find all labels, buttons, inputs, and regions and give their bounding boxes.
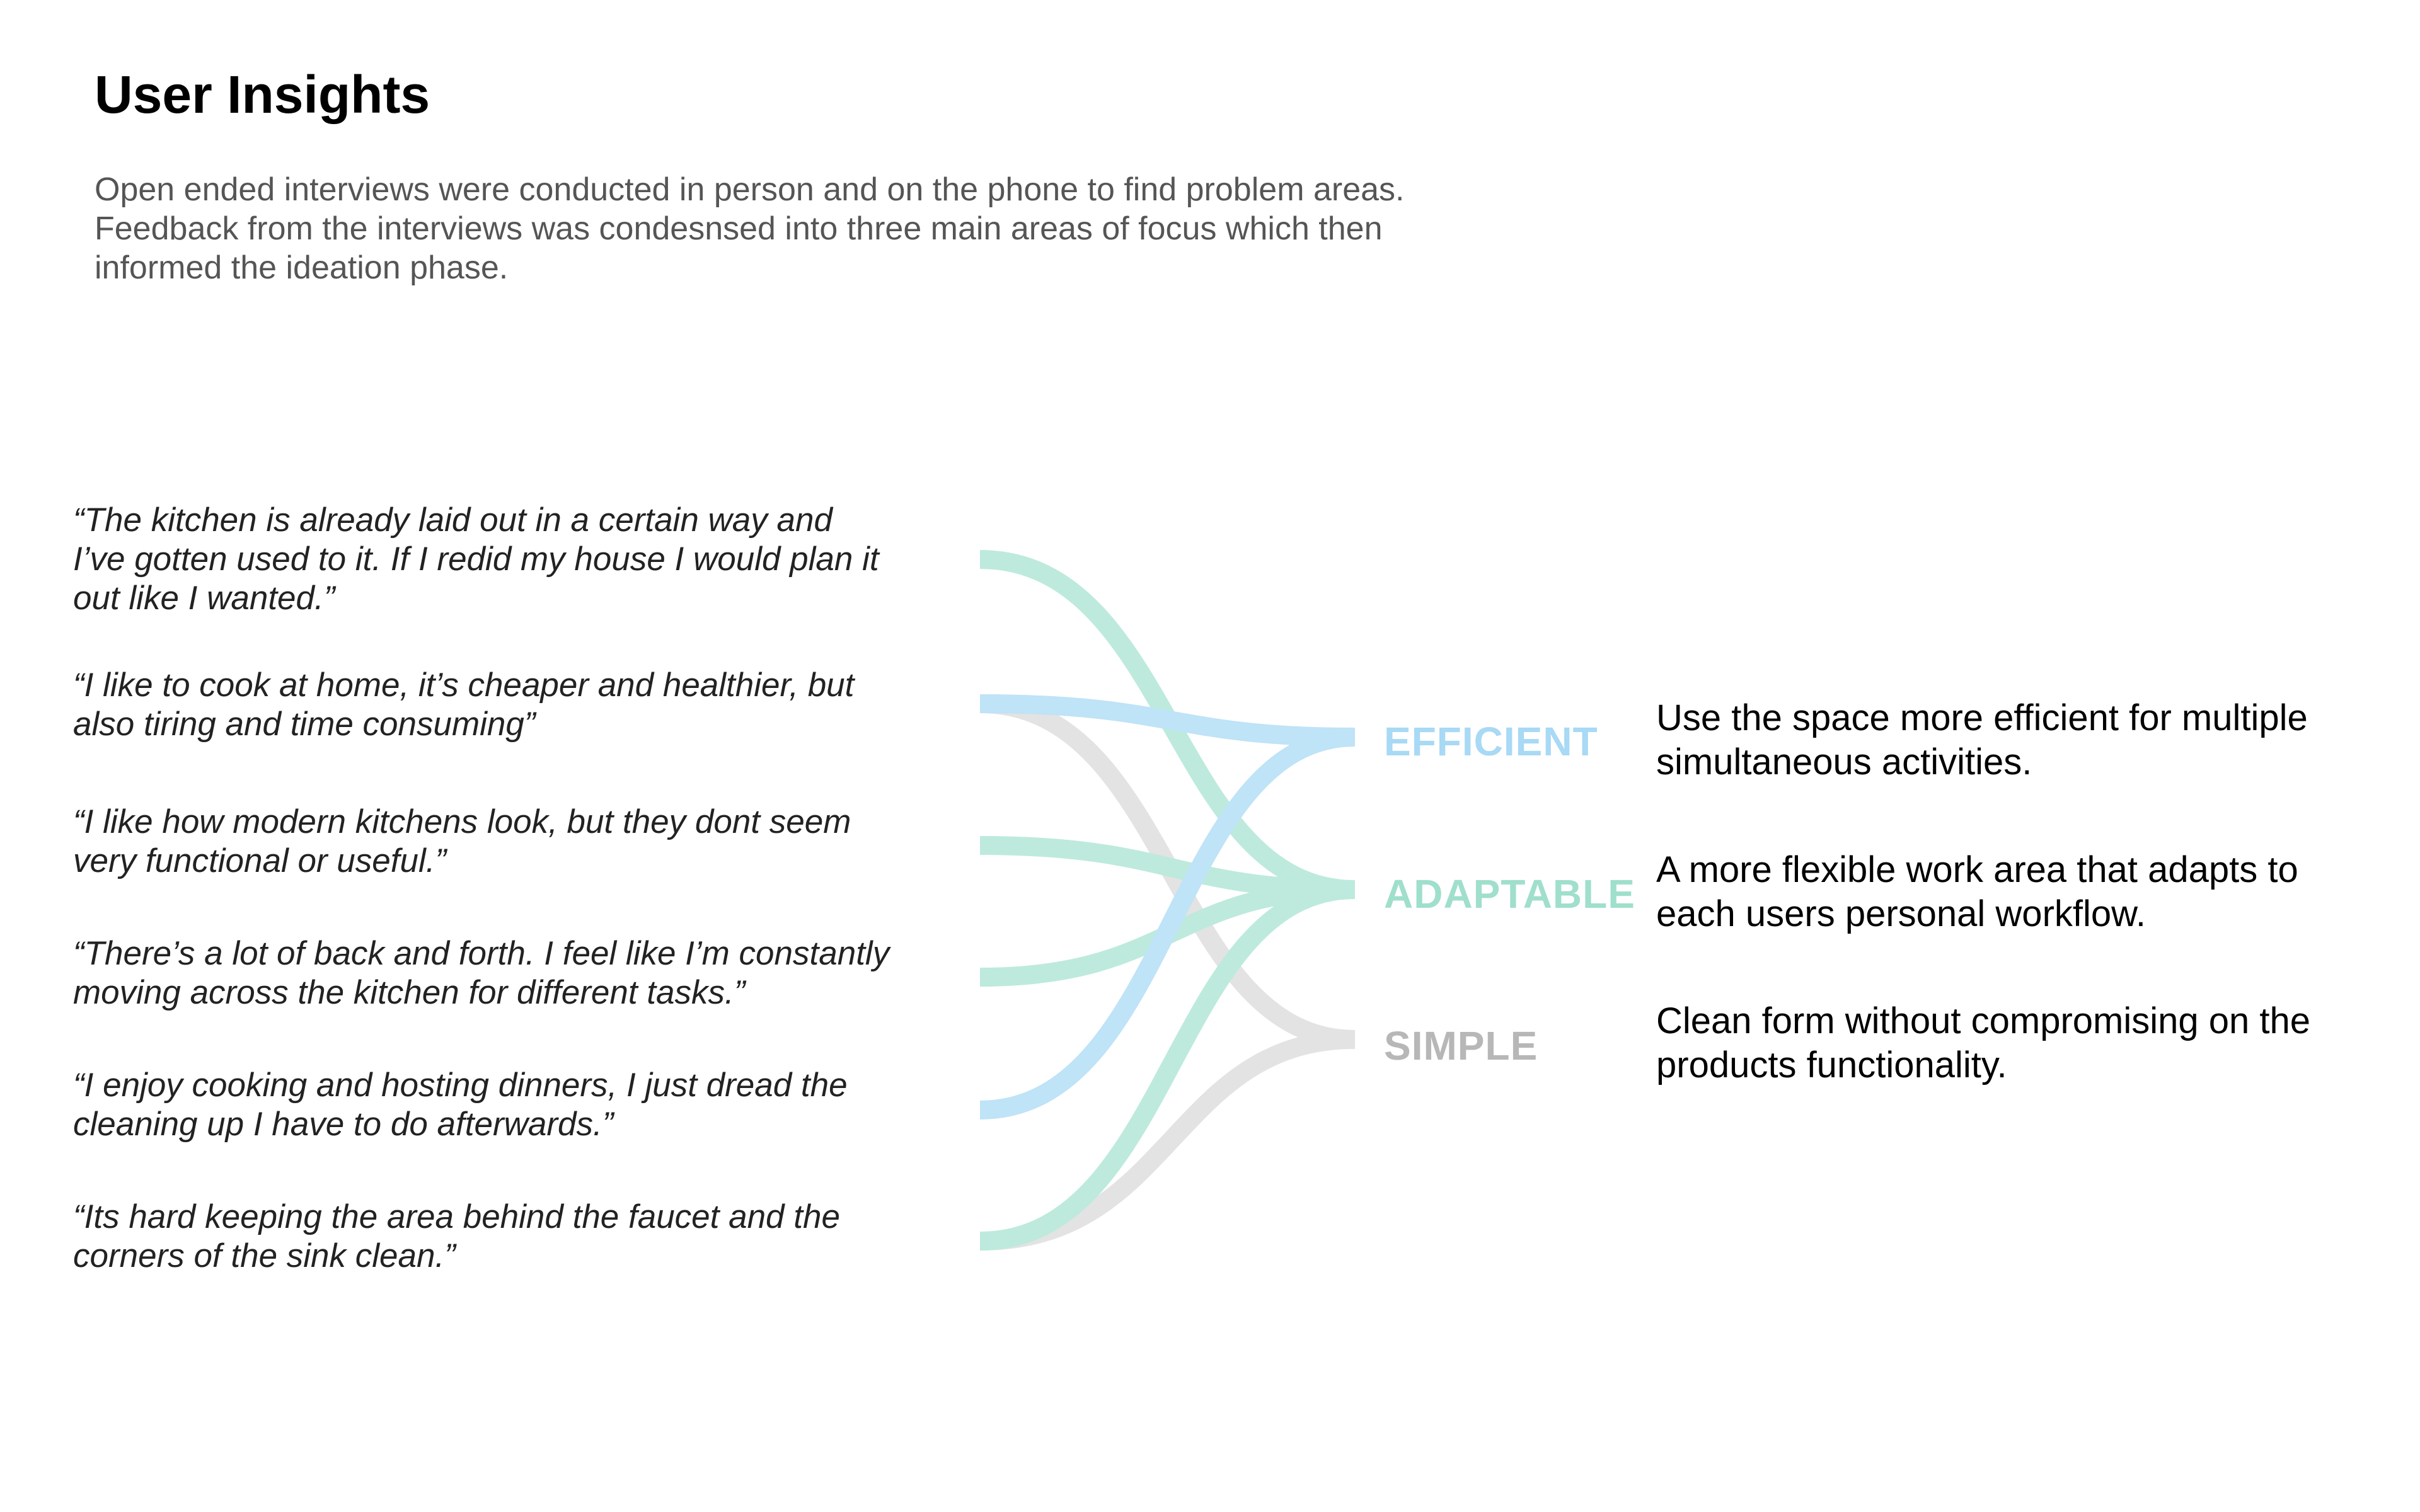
quote-line: I’ve gotten used to it. If I redid my house I would plan it (73, 541, 879, 578)
quote-1 (73, 501, 981, 618)
quote-line: out like I wanted.” (73, 580, 335, 617)
intro-line: Open ended interviews were conducted in person and on the phone to find problem areas. (95, 171, 1405, 208)
quote-line: very functional or useful.” (73, 842, 447, 879)
page-title: User Insights (95, 65, 430, 124)
quote-line: “I enjoy cooking and hosting dinners, I just dread the (73, 1067, 848, 1104)
quote-3 (73, 803, 981, 881)
quote-5 (73, 1066, 981, 1144)
focus-description-simple (1656, 999, 2400, 1087)
focus-description-line: simultaneous activities. (1656, 742, 2032, 782)
focus-description-efficient (1656, 696, 2400, 784)
focus-description-line: Use the space more efficient for multiple (1656, 697, 2308, 738)
intro-line: informed the ideation phase. (95, 249, 509, 286)
quote-line: “I like how modern kitchens look, but they dont seem (73, 803, 851, 840)
focus-label-efficient: EFFICIENT (1384, 719, 1598, 764)
quote-2 (73, 666, 981, 744)
focus-description-line: Clean form without compromising on the (1656, 1000, 2311, 1041)
focus-description-line: each users personal workflow. (1656, 893, 2146, 934)
quote-4 (73, 934, 981, 1012)
focus-label-adaptable: ADAPTABLE (1384, 871, 1635, 917)
intro-line: Feedback from the interviews was condesnsed into three main areas of focus which then (95, 210, 1383, 247)
quote-line: moving across the kitchen for different tasks.” (73, 974, 746, 1011)
focus-description-adaptable (1656, 848, 2400, 936)
quote-line: “Its hard keeping the area behind the faucet and the (73, 1198, 840, 1235)
quote-line: cleaning up I have to do afterwards.” (73, 1106, 614, 1143)
quote-line: “There’s a lot of back and forth. I feel like I’m constantly (73, 935, 890, 972)
quote-line: also tiring and time consuming” (73, 706, 536, 743)
quote-line: “The kitchen is already laid out in a certain way and (73, 501, 833, 539)
focus-description-line: products functionality. (1656, 1045, 2007, 1085)
quote-line: corners of the sink clean.” (73, 1237, 456, 1274)
quote-line: “I like to cook at home, it’s cheaper and healthier, but (73, 667, 855, 704)
focus-description-line: A more flexible work area that adapts to (1656, 849, 2298, 890)
quote-6 (73, 1198, 981, 1276)
focus-label-simple: SIMPLE (1384, 1023, 1538, 1068)
